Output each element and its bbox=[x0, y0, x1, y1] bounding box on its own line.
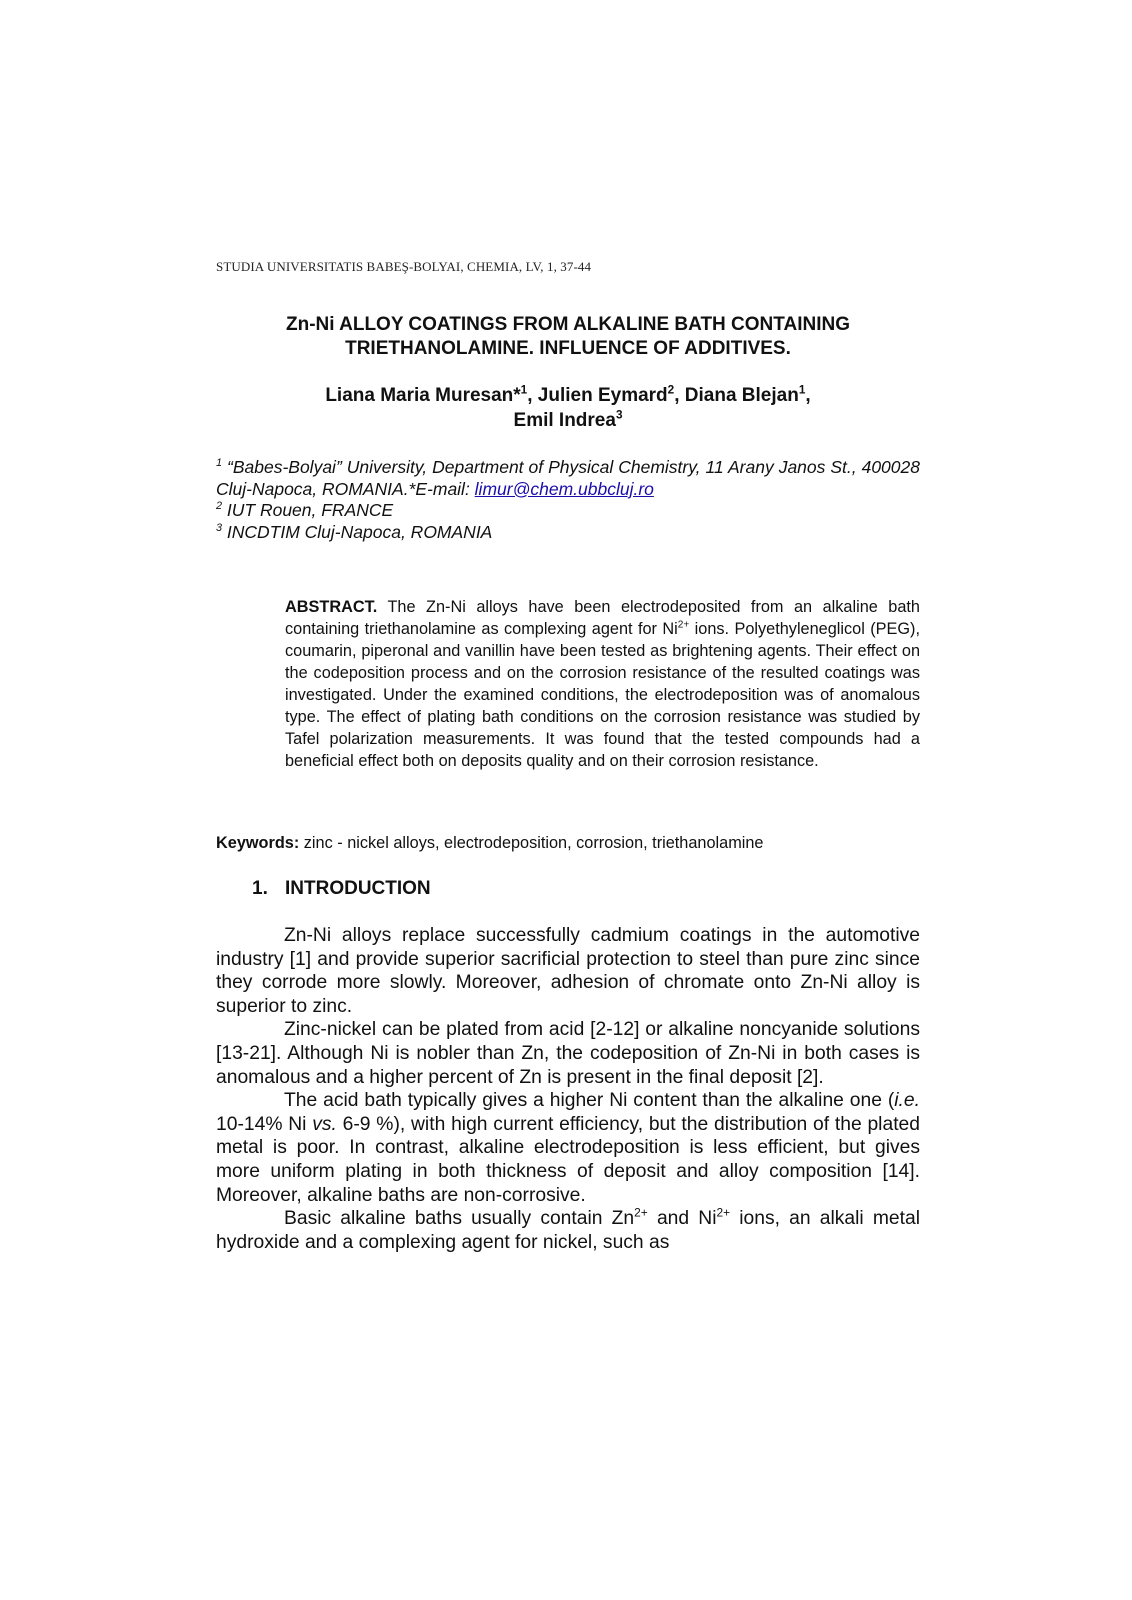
keywords-text: zinc - nickel alloys, electrodeposition, corrosion, triethanolamine bbox=[299, 834, 764, 852]
paragraph: Zn-Ni alloys replace successfully cadmium coatings in the automotive industry [1] and provide superior sacrificial protection to steel than pure zinc since they corrode more slowly. Moreover, adhesion of chromate onto Zn-Ni alloy is superior to zinc. bbox=[216, 925, 920, 1017]
author-line-1 bbox=[216, 383, 920, 408]
author-separator: , bbox=[674, 385, 685, 406]
author-affiliation-mark: 1 bbox=[520, 383, 528, 397]
journal-header: STUDIA UNIVERSITATIS BABEŞ-BOLYAI, CHEMIA, LV, 1, 37-44 bbox=[216, 259, 592, 274]
abstract-superscript: 2+ bbox=[677, 619, 690, 631]
author-affiliation-mark: 1 bbox=[798, 383, 806, 397]
affiliation-mark: 1 bbox=[216, 457, 223, 470]
paragraph-text: and Ni bbox=[647, 1208, 717, 1230]
author-line-2 bbox=[216, 408, 920, 433]
paragraph-text: Basic alkaline baths usually contain Zn bbox=[284, 1208, 635, 1230]
section-number: 1. bbox=[252, 878, 268, 899]
title-line-2: TRIETHANOLAMINE. INFLUENCE OF ADDITIVES. bbox=[345, 338, 791, 359]
superscript: 2+ bbox=[634, 1205, 648, 1220]
affiliation-mark: 2 bbox=[216, 500, 223, 513]
author-list bbox=[216, 383, 920, 433]
abstract bbox=[285, 596, 920, 772]
section-title: INTRODUCTION bbox=[285, 878, 431, 899]
abstract-text: ions. Polyethyleneglicol (PEG), coumarin, piperonal and vanillin have been tested as brightening agents. Their effect on the codeposition process and on the corrosion resistance of the resulted coatings was investigated. Under the examined conditions, the electrodeposition was of anomalous type. The effect of plating bath conditions on the corrosion resistance was studied by Tafel polarization measurements. It was found that the tested compounds had a beneficial effect both on deposits quality and on their corrosion resistance. bbox=[285, 620, 920, 770]
paper-page bbox=[216, 0, 920, 1600]
affiliation-2 bbox=[216, 500, 920, 522]
title-line-1: Zn-Ni ALLOY COATINGS FROM ALKALINE BATH CONTAINING bbox=[286, 314, 850, 335]
author-name: Julien Eymard bbox=[537, 385, 668, 406]
author-name: Emil Indrea bbox=[513, 410, 616, 431]
paragraph-text: 10-14% Ni bbox=[216, 1113, 313, 1135]
author-affiliation-mark: 3 bbox=[615, 408, 623, 422]
affiliation-3 bbox=[216, 522, 920, 544]
affiliation-text: INCDTIM Cluj-Napoca, ROMANIA bbox=[222, 521, 493, 542]
paper-title bbox=[216, 313, 920, 361]
keywords-label: Keywords: bbox=[216, 834, 300, 852]
introduction-body bbox=[216, 924, 920, 1254]
paragraph-text: The acid bath typically gives a higher Ni content than the alkaline one ( bbox=[284, 1090, 895, 1112]
author-separator: , bbox=[527, 385, 538, 406]
affiliation-1 bbox=[216, 457, 920, 500]
italic-text: vs. bbox=[312, 1113, 337, 1135]
section-heading-introduction bbox=[252, 877, 431, 901]
paragraph bbox=[216, 1089, 920, 1207]
author-separator: , bbox=[805, 385, 811, 406]
superscript: 2+ bbox=[716, 1205, 731, 1220]
affiliation-text: IUT Rouen, FRANCE bbox=[222, 500, 394, 520]
keywords bbox=[216, 832, 920, 854]
abstract-label: ABSTRACT. bbox=[285, 598, 378, 616]
email-link[interactable]: limur@chem.ubbcluj.ro bbox=[474, 478, 654, 499]
affiliations bbox=[216, 457, 920, 543]
abstract-text: The Zn-Ni alloys have been electrodeposited from an alkaline bath containing triethanolamine as complexing agent for Ni bbox=[285, 598, 920, 638]
paragraph bbox=[216, 1207, 920, 1254]
author-name: Liana Maria Muresan* bbox=[325, 385, 521, 406]
paragraph-text: ions, an alkali metal hydroxide and a complexing agent for nickel, such as bbox=[216, 1208, 920, 1253]
author-name: Diana Blejan bbox=[684, 385, 799, 406]
paragraph-text: 6-9 %), with high current efficiency, but the distribution of the plated metal is poor. In contrast, alkaline electrodeposition is less efficient, but gives more uniform plating in both thickness of deposit and alloy composition [14]. Moreover, alkaline baths are non-corrosive. bbox=[216, 1113, 920, 1206]
author-affiliation-mark: 2 bbox=[667, 383, 675, 397]
paragraph: Zinc-nickel can be plated from acid [2-12] or alkaline noncyanide solutions [13-21]. Although Ni is nobler than Zn, the codeposition of Zn-Ni in both cases is anomalous and a higher percent of Zn is present in the final deposit [2]. bbox=[216, 1019, 920, 1088]
italic-text: i.e. bbox=[894, 1090, 920, 1112]
affiliation-text: “Babes-Bolyai” University, Department of Physical Chemistry, 11 Arany Janos St., 400028 Cluj-Napoca, ROMANIA.*E-mail: bbox=[216, 457, 920, 499]
affiliation-mark: 3 bbox=[216, 521, 223, 534]
